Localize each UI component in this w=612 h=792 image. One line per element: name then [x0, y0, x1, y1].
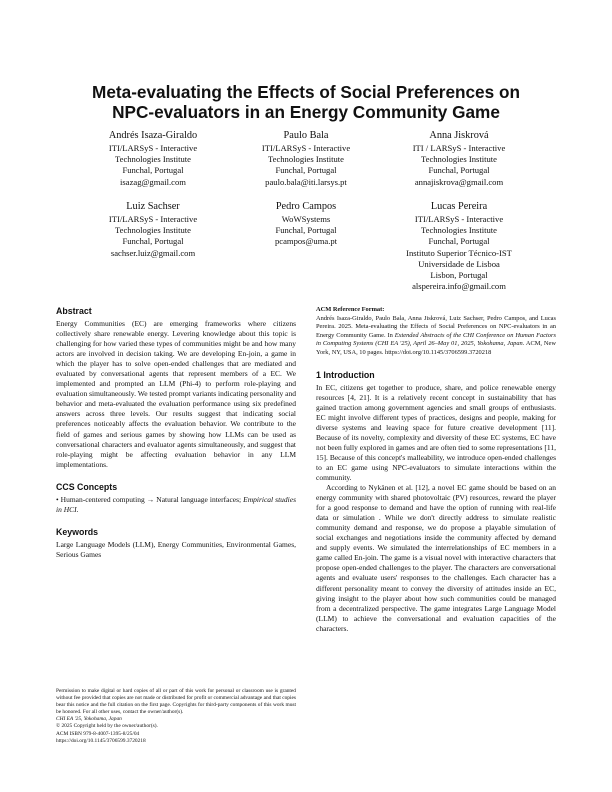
- author-name: Luiz Sachser: [126, 201, 180, 212]
- author-block: [221, 129, 391, 188]
- author-affiliation: ITI/LARSyS - Interactive: [414, 214, 504, 224]
- author-affiliation: Technologies Institute: [267, 154, 344, 165]
- ccs-heading: CCS Concepts: [56, 481, 118, 492]
- acm-reference-tail: ACM, New York, NY, USA, 10 pages. https://doi.org/10.1145/3706599.3720218: [316, 340, 556, 356]
- intro-heading: 1 Introduction: [316, 369, 375, 380]
- author-affiliation: Technologies Institute: [114, 225, 191, 236]
- author-affiliation: Universidade de Lisboa: [418, 258, 500, 269]
- author-block: [374, 200, 544, 292]
- author-name: Lucas Pereira: [430, 201, 488, 212]
- author-location: Funchal, Portugal: [428, 165, 490, 176]
- author-affiliation: ITI/LARSyS - Interactive: [108, 214, 198, 224]
- author-email: pcampos@uma.pt: [274, 236, 338, 247]
- acm-reference-text: Andrés Isaza-Giraldo, Paulo Bala, Anna Jiskrová, Luiz Sachser, Pedro Campos, and Lucas Pereira. 2025. Meta-evaluating the Effects of Social Preferences on NPC-evaluators in an Energy Community Game. In: [316, 314, 556, 339]
- author-location: Funchal, Portugal: [275, 165, 337, 176]
- copyright-line: © 2025 Copyright held by the owner/author(s).: [56, 723, 158, 730]
- author-email: paulo.bala@iti.larsys.pt: [265, 176, 347, 187]
- author-affiliation: ITI/LARSyS - Interactive: [261, 143, 351, 153]
- author-location: Lisbon, Portugal: [430, 270, 488, 281]
- intro-paragraph-1: In EC, citizens get together to produce, share, and police renewable energy resources [4, 21]. It is a relatively recent concept in sustainability that has gained traction among government agencies and small groups of enthusiasts. EC might involve different types of practices, designs and people, making for diverse systems and leaving space for future creative development [11]. Because of its novelty, complexity and diversity of these EC systems, EC have not been fully explored in games and are often tied to some representations [11, 15]. Because of this concept's malleability, we introduce open-ended challenges to an EC game using NPC-evaluators to simulate interactions within the community.: [316, 382, 556, 482]
- title-line-2: NPC-evaluators in an Energy Community Game: [112, 102, 500, 122]
- author-affiliation: Technologies Institute: [114, 154, 191, 165]
- author-email: isazag@gmail.com: [120, 176, 186, 187]
- title-line-1: Meta-evaluating the Effects of Social Preferences on: [92, 82, 520, 102]
- author-location: Funchal, Portugal: [428, 236, 490, 247]
- author-location: Funchal, Portugal: [275, 225, 337, 236]
- author-name: Paulo Bala: [283, 130, 329, 141]
- author-affiliation: ITI / LARSyS - Interactive: [412, 143, 506, 153]
- author-name: Andrés Isaza-Giraldo: [108, 130, 198, 141]
- permission-text: Permission to make digital or hard copies of all or part of this work for personal or classroom use is granted without fee provided that copies are not made or distributed for profit or commercial advantage and that copies bear this notice and the full citation on the first page. Copyrights for third-party components of this work must be honored. For all other uses, contact the owner/author(s).: [56, 688, 296, 716]
- ccs-text: [56, 495, 296, 515]
- ccs-concepts-italic: Empirical studies in HCI.: [56, 494, 296, 514]
- author-affiliation: WoWSystems: [281, 214, 331, 224]
- left-column: [56, 306, 296, 560]
- author-location: Funchal, Portugal: [122, 236, 184, 247]
- keywords-text: Large Language Models (LLM), Energy Communities, Environmental Games, Serious Games: [56, 539, 296, 559]
- abstract-text: Energy Communities (EC) are emerging frameworks where citizens collectively share renewable energy. Levering knowledge about this topic is challenging for how varied these types of communities might be and how many actors are involved in decision taking. We are developing En-join, a game in which the player has to solve open-ended challenges that are mediated and evaluated by conversational agents that represent members of a EC. We implemented and prompted an LLM (Phi-4) to perform role-playing and evaluation simultaneously. We tested prompt variants indicating personality and behavior and meta-evaluated the evaluation performance using six predefined answers across three levels. Our results suggest that indicating social preferences noticeably affects the evaluation behavior. We contribute to the field of games and serious games by showing how LLMs can be used as conversational characters and evaluator agents simultaneously, and suggest that role-playing might be affecting evaluation behavior in any LLM implementations.: [56, 319, 296, 469]
- author-block: [68, 129, 238, 188]
- intro-paragraph-2: According to Nykänen et al. [12], a novel EC game should be based on an energy community with shared photovoltaic (PV) resources, reward the player for a good response to demand and have the option of running with real-life data or simulation . While we don't directly address to simulate realistic community demand and response, we do propose a playable simulation of social exchanges and negotiations inside the community affected by demand and supply events. We simulated the interrelationships of EC members in a game called En-join. The game is a visual novel with interactive characters that propose open-ended challenges to the player. The characters are conversational agents and evaluate users' responses to the challenges. Each character has a different personality meant to convey the diversity of attitudes inside an EC, giving insight to the player about how such communities could be managed from a decentralized perspective. The game integrates Large Language Model (LLM) to achieve the conversational and evaluation capacities of the characters.: [316, 483, 556, 633]
- author-block: [68, 200, 238, 259]
- author-block: [221, 200, 391, 248]
- isbn-line: ACM ISBN 979-8-4007-1395-8/25/04: [56, 730, 140, 737]
- author-email: alspereira.info@gmail.com: [412, 281, 506, 292]
- keywords-heading: Keywords: [56, 526, 99, 537]
- ccs-concepts: • Human-centered computing → Natural language interfaces;: [56, 494, 244, 504]
- permission-footnote: [56, 688, 296, 745]
- acm-reference: [316, 306, 556, 358]
- author-name: Pedro Campos: [275, 201, 337, 212]
- author-affiliation: Technologies Institute: [420, 225, 497, 236]
- conference-line: CHI EA '25, Yokohama, Japan: [56, 716, 122, 723]
- acm-reference-venue: Extended Abstracts of the CHI Conference on Human Factors in Computing Systems (CHI EA '25), April 26–May 01, 2025, Yokohama, Japan.: [316, 331, 556, 348]
- author-affiliation: ITI/LARSyS - Interactive: [108, 143, 198, 153]
- doi-link[interactable]: https://doi.org/10.1145/3706599.3720218: [56, 737, 146, 744]
- author-name: Anna Jiskrová: [429, 130, 489, 141]
- author-affiliation: Instituto Superior Técnico-IST: [406, 247, 512, 258]
- author-email: sachser.luiz@gmail.com: [110, 247, 196, 258]
- acm-reference-label: ACM Reference Format:: [316, 306, 385, 313]
- right-column: [316, 306, 556, 634]
- paper-title: [60, 82, 552, 122]
- author-affiliation: Technologies Institute: [420, 154, 497, 165]
- author-block: [374, 129, 544, 188]
- abstract-heading: Abstract: [56, 306, 92, 316]
- author-email: annajiskrova@gmail.com: [414, 176, 504, 187]
- author-location: Funchal, Portugal: [122, 165, 184, 176]
